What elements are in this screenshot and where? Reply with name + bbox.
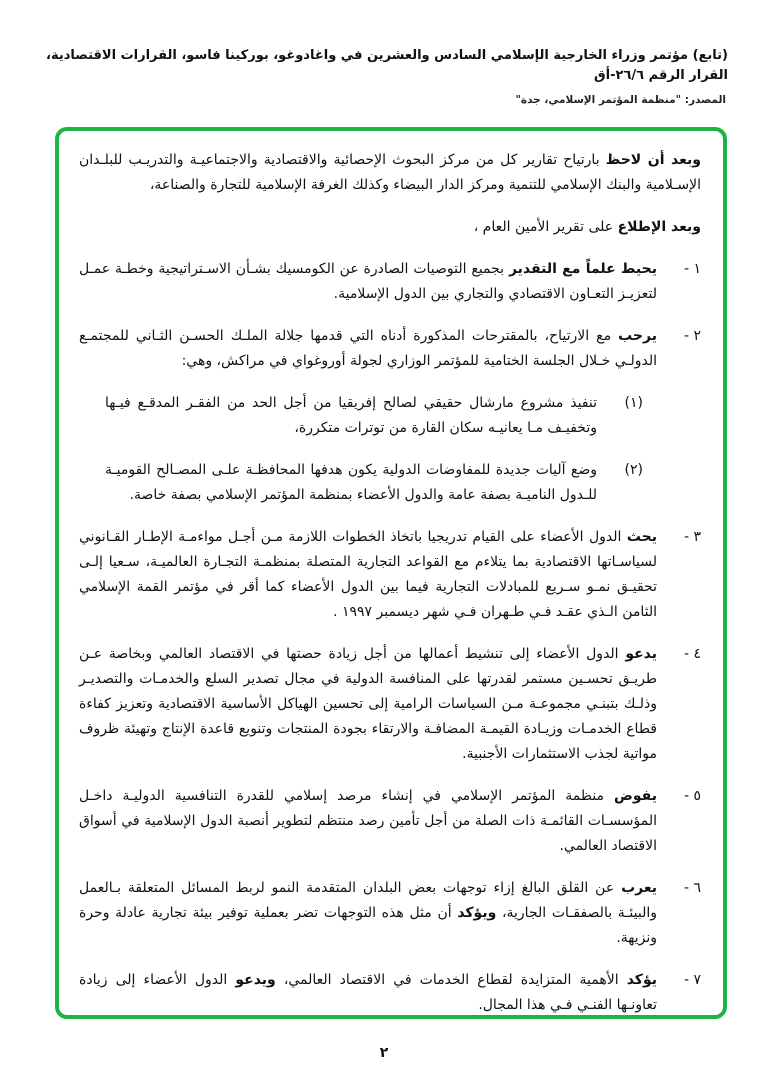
item-body-text: منظمة المؤتمر الإسلامي في إنشاء مرصد إسلامي للقدرة التنافسية الدوليـة داخـل المؤسسـات القائمـة ذات الصلة من أجل تأمين رصد منتظم لتطوير أنصبة الدول الإسلامية في أسواق الاقتصاد العالمي. — [79, 788, 657, 854]
item-lead: يحث — [626, 529, 657, 545]
content-frame — [55, 127, 727, 1019]
item-text — [79, 642, 657, 767]
item-text — [79, 876, 657, 951]
resolution-item — [79, 968, 701, 1018]
paragraph-lead: وبعد الإطلاع — [617, 219, 701, 235]
resolution-item — [79, 525, 701, 625]
sub-item — [79, 458, 643, 508]
item-lead-secondary: ويؤكد — [457, 905, 497, 921]
preamble-paragraph — [79, 215, 701, 240]
item-number: ٤ - — [683, 646, 701, 662]
sub-item-number: (٢) — [624, 462, 643, 478]
item-body-text: أن مثل هذه التوجهات تضر بعملية توفير بيئة تجارية عادلة وحرة ونزيهة. — [79, 905, 657, 946]
resolution-item — [79, 257, 701, 307]
resolution-item — [79, 642, 701, 767]
item-lead: يدعو — [625, 646, 657, 662]
item-text — [79, 525, 657, 625]
sub-item-number: (١) — [624, 395, 643, 411]
item-text — [79, 257, 657, 307]
item-body-text: الدول الأعضاء على القيام تدريجيا باتخاذ الخطوات اللازمة مـن أجـل مواءمـة الإطـار القـانوني لسياسـاتها الاقتصادية بما يتلاءم مع القواعد التجارية المتصلة بمنظمـة التجـارة العالميـة، سـعيا إلـى تحقيـق نمـو سـريع للمبادلات التجارية فيما بين الدول الأعضاء كما أقر في مؤتمر القمة الإسلامي الثامن الـذي عقـد فـي طـهران فـي شهر ديسمبر ١٩٩٧ . — [79, 529, 657, 620]
paragraph-lead: وبعد أن لاحظ — [605, 152, 702, 168]
sub-item — [79, 391, 643, 441]
item-lead: يحيط علماً مع التقدير — [508, 261, 657, 277]
resolution-item — [79, 876, 701, 951]
document-header-title: (تابع) مؤتمر وزراء الخارجية الإسلامي السادس والعشرين في واغادوغو، بوركينا فاسو، القرارات الاقتصادية، القرار الرقم ٢٦/٦-أق — [46, 48, 728, 83]
item-lead: يفوض — [614, 788, 657, 804]
item-lead: يعرب — [621, 880, 657, 896]
sub-item-text — [105, 458, 597, 508]
item-number: ٦ - — [683, 880, 701, 896]
item-body-text: بجميع التوصيات الصادرة عن الكومسيك بشـأن الاسـتراتيجية وخطـة عمـل لتعزيـز التعـاون الاقتصادي والتجاري بين الدول الإسلامية. — [79, 261, 657, 302]
item-number: ٥ - — [683, 788, 701, 804]
sub-item-text — [105, 391, 597, 441]
item-body-text: عن القلق البالغ إزاء توجهات بعض البلدان المتقدمة النمو لربط المسائل المتعلقة بـالعمل والبيئـة بالصفقـات الجارية، — [79, 880, 657, 921]
paragraph-text: بارتياح تقارير كل من مركز البحوث الإحصائية والاقتصادية والاجتماعيـة والتدريـب للبلـدان الإسـلامية والبنك الإسلامي للتنمية ومركز الدار البيضاء وكذلك الغرفة الإسلامية للتجارة والصناعة، — [79, 152, 701, 193]
item-number: ٢ - — [683, 328, 701, 344]
item-number: ٧ - — [683, 972, 701, 988]
page-number: ٢ — [379, 1045, 389, 1061]
preamble-paragraph — [79, 148, 701, 198]
item-body-text: مع الارتياح، بالمقترحات المذكورة أدناه التي قدمها جلالة الملـك الحسـن الثـاني للمجتمـع الدولـي خـلال الجلسة الختامية للمؤتمر الوزاري لجولة أوروغواي في مراكش، وهي: — [79, 328, 657, 369]
item-number: ١ - — [683, 261, 701, 277]
item-body-text: الدول الأعضاء إلى زيادة تعاونـها الفنـي فـي هذا المجال. — [79, 972, 657, 1013]
document-source-line: المصدر: "منظمة المؤتمر الإسلامي، جدة" — [515, 94, 726, 106]
item-number: ٣ - — [683, 529, 701, 545]
item-body-text: الأهمية المتزايدة لقطاع الخدمات في الاقتصاد العالمي، — [275, 972, 627, 988]
paragraph-text: على تقرير الأمين العام ، — [473, 219, 618, 235]
item-text — [79, 968, 657, 1018]
item-lead: يرحب — [618, 328, 657, 344]
resolution-item — [79, 784, 701, 859]
item-text — [79, 324, 657, 374]
item-body-text: الدول الأعضاء إلى تنشيط أعمالها من أجل زيادة حصتها في الاقتصاد العالمي وبخاصة عـن طريـق تحسـين مستمر لقدرتها على المنافسة الدولية في مجال تصدير السلع والخدمـات والتصديـر وذلـك بتبنـي مجموعـة مـن السياسات الرامية إلى تحسين الهياكل الأساسية الاقتصادية وتعزيز كفاءة قطاع الخدمـات وزيـادة القيمـة المضافـة والارتقاء بجودة المنتجات وتنويع قاعدة الإنتاج وتهيئة ظروف مواتية لجذب الاستثمارات الأجنبية. — [79, 646, 657, 762]
sub-item-body-text: تنفيذ مشروع مارشال حقيقي لصالح إفريقيا من أجل الحد من الفقـر المدقـع فيـها وتخفيـف مـا يعانيـه سكان القارة من توترات متكررة، — [105, 395, 597, 436]
resolution-item — [79, 324, 701, 374]
item-text — [79, 784, 657, 859]
item-lead: يؤكد — [626, 972, 657, 988]
sub-item-body-text: وضع آليات جديدة للمفاوضات الدولية يكون هدفها المحافظـة علـى المصـالح القوميـة للـدول الناميـة بصفة عامة والدول الأعضاء بمنظمة المؤتمر الإسلامي بصفة خاصة. — [105, 462, 597, 503]
item-lead-secondary: ويدعو — [235, 972, 276, 988]
